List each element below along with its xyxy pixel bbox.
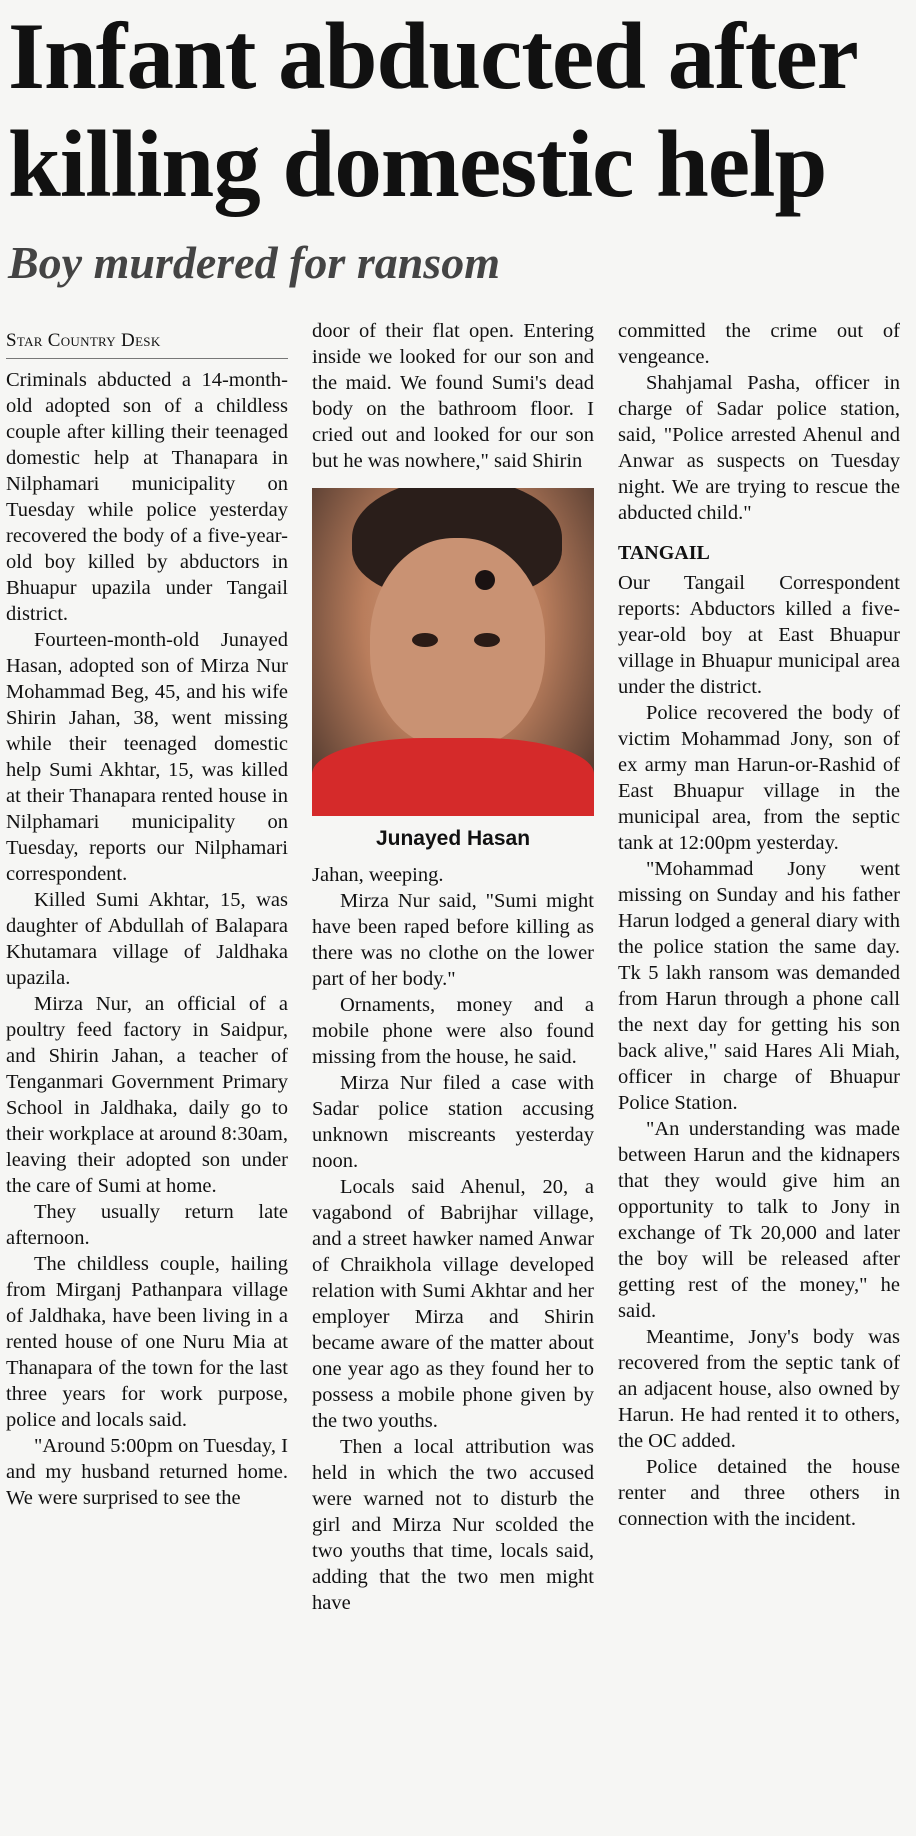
- paragraph: Locals said Ahenul, 20, a vagabond of Babrijhar village, and a street hawker named Anwar of Chraikhola village developed relation with Sumi Akhtar and her employer Mirza and Shirin became aware of the matter about one year ago as they found her to possess a mobile phone given by the two youths.: [312, 1176, 594, 1432]
- paragraph: The childless couple, hailing from Mirganj Pathanpara village of Jaldhaka, have been living in a rented house of one Nuru Mia at Thanapara of the town for the last three years for work purpose, police and locals said.: [6, 1253, 288, 1431]
- paragraph: Then a local attribution was held in which the two accused were warned not to disturb the girl and Mirza Nur scolded the two youths that time, locals said, adding that the two men might have: [312, 1436, 594, 1614]
- paragraph: committed the crime out of vengeance.: [618, 320, 900, 368]
- paragraph: "An understanding was made between Harun and the kidnapers that they would give him an opportunity to talk to Jony in exchange of Tk 20,000 and later the boy will be released after getting rest of the money," he said.: [618, 1118, 900, 1322]
- column-1: [6, 328, 288, 1511]
- paragraph: Mirza Nur, an official of a poultry feed factory in Saidpur, and Shirin Jahan, a teacher of Tenganmari Government Primary School in Jaldhaka, daily go to their workplace at around 8:30am, leaving their adopted son under the care of Sumi at home.: [6, 993, 288, 1197]
- paragraph: Jahan, weeping.: [312, 864, 444, 886]
- photo-caption: Junayed Hasan: [375, 827, 531, 850]
- paragraph: door of their flat open. Entering inside we looked for our son and the maid. We found Sumi's dead body on the bathroom floor. I cried out and looked for our son but he was nowhere," said Shirin: [312, 320, 594, 472]
- column-3: [618, 318, 900, 1532]
- paragraph: Mirza Nur filed a case with Sadar police station accusing unknown miscreants yesterday noon.: [312, 1072, 594, 1172]
- paragraph: "Mohammad Jony went missing on Sunday and his father Harun lodged a general diary with the police station the same day. Tk 5 lakh ransom was demanded from Harun through a phone call the next day for getting his son back alive," said Hares Ali Miah, officer in charge of Bhuapur Police Station.: [618, 858, 900, 1114]
- paragraph: Meantime, Jony's body was recovered from the septic tank of an adjacent house, also owned by Harun. He had rented it to others, the OC added.: [618, 1326, 900, 1452]
- paragraph: Fourteen-month-old Junayed Hasan, adopted son of Mirza Nur Mohammad Beg, 45, and his wife Shirin Jahan, 38, went missing while their teenaged domestic help Sumi Akhtar, 15, was killed at their Thanapara rented house in Nilphamari municipality on Tuesday, reports our Nilphamari correspondent.: [6, 629, 288, 885]
- paragraph: Killed Sumi Akhtar, 15, was daughter of Abdullah of Balapara Khutamara village of Jaldhaka upazila.: [6, 889, 288, 989]
- paragraph: Shahjamal Pasha, officer in charge of Sadar police station, said, "Police arrested Ahenul and Anwar as suspects on Tuesday night. We are trying to rescue the abducted child.": [618, 372, 900, 524]
- subheadline: Boy murdered for ransom: [8, 237, 500, 288]
- paragraph: Our Tangail Correspondent reports: Abductors killed a five-year-old boy at East Bhuapur village in Bhuapur municipal area under the district.: [618, 572, 900, 698]
- section-heading: TANGAIL: [618, 542, 710, 564]
- paragraph: Criminals abducted a 14-month-old adopted son of a childless couple after killing their teenaged domestic help at Thanapara in Nilphamari municipality on Tuesday while police yesterday recovered the body of a five-year-old boy killed by abductors in Bhuapur upazila under Tangail district.: [6, 369, 288, 625]
- paragraph: "Around 5:00pm on Tuesday, I and my husband returned home. We were surprised to see the: [6, 1435, 288, 1509]
- paragraph: Ornaments, money and a mobile phone were also found missing from the house, he said.: [312, 994, 594, 1068]
- column-2: [312, 318, 594, 1616]
- paragraph: Police detained the house renter and three others in connection with the incident.: [618, 1456, 900, 1530]
- paragraph: Police recovered the body of victim Mohammad Jony, son of ex army man Harun-or-Rashid of East Bhuapur village in the municipal area, from the septic tank at 12:00pm yesterday.: [618, 702, 900, 854]
- paragraph: They usually return late afternoon.: [6, 1201, 288, 1249]
- desk-byline: Star Country Desk: [6, 328, 288, 359]
- headline: Infant abducted after killing domestic help: [8, 3, 857, 217]
- paragraph: Mirza Nur said, "Sumi might have been raped before killing as there was no clothe on the lower part of her body.": [312, 890, 594, 990]
- child-photo: [312, 488, 594, 816]
